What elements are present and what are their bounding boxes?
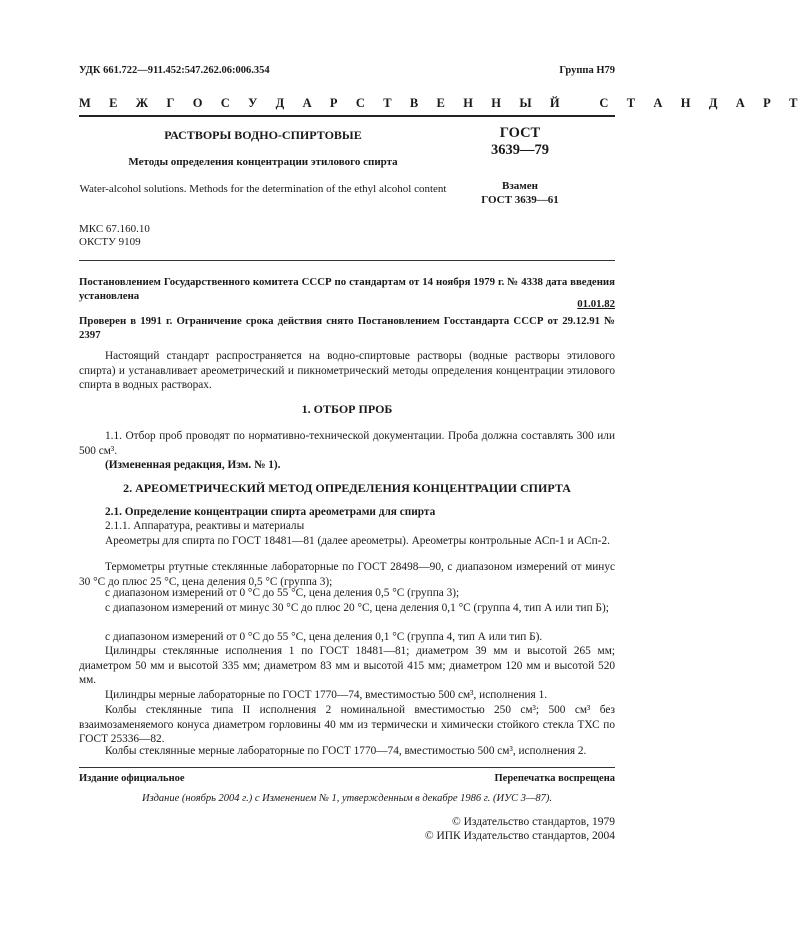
section-2-1: 2.1. Определение концентрации спирта ареометрами для спирта (105, 506, 436, 518)
gost-label: ГОСТ (499, 125, 541, 141)
copyright-1979: © Издательство стандартов, 1979 (451, 816, 615, 828)
edition-note: Издание (ноябрь 2004 г.) с Изменением № 1, утвержденным в декабре 1986 г. (ИУС 3—87). (142, 793, 552, 804)
gost-number (470, 125, 570, 158)
section-2-heading: 2. АРЕОМЕТРИЧЕСКИЙ МЕТОД ОПРЕДЕЛЕНИЯ КОНЦЕНТРАЦИИ СПИРТА (123, 481, 571, 495)
areometers-paragraph: Ареометры для спирта по ГОСТ 18481—81 (далее ареометры). Ареометры контрольные АСп-1 и АСп-2. (105, 535, 610, 547)
footer-rule (79, 767, 615, 768)
replaces-label: Взамен (502, 180, 538, 192)
measuring-cylinders-paragraph: Цилиндры мерные лабораторные по ГОСТ 1770—74, вместимостью 500 см³, исполнения 1. (105, 689, 548, 701)
udk-code: УДК 661.722—911.452:547.262.06:006.354 (79, 65, 270, 76)
decree-text: Постановлением Государственного комитета СССР по стандартам от 14 ноября 1979 г. № 4338 дата введения установлена (79, 276, 615, 303)
english-title: Water-alcohol solutions. Methods for the determination of the ethyl alcohol content (79, 183, 447, 195)
section-2-1-1: 2.1.1. Аппаратура, реактивы и материалы (105, 520, 305, 532)
thermometers-paragraph: Термометры ртутные стеклянные лабораторные по ГОСТ 28498—90, с диапазоном измерений от минус 30 °С до плюс 25 °С, цена деления 0,5 °С (группа 3); (79, 561, 615, 588)
flasks-paragraph: Колбы стеклянные типа II исполнения 2 номинальной вместимостью 250 см³; 500 см³ без взаимозаменяемого конуса диаметром горловины 40 мм из термически и химически стойкого стекла ТХС по ГОСТ 25336—82. (79, 704, 615, 746)
thermometers-range-3: с диапазоном измерений от минус 30 °С до плюс 20 °С, цена деления 0,1 °С (группа 4, тип А или тип Б); (105, 602, 609, 614)
official-edition-label: Издание официальное (79, 773, 185, 784)
gost-code: 3639—79 (491, 141, 549, 158)
section-1-1: 1.1. Отбор проб проводят по нормативно-технической документации. Проба должна составлять 300 или 500 см³. (79, 430, 615, 457)
thermometers-range-4: с диапазоном измерений от 0 °С до 55 °С, цена деления 0,1 °С (группа 4, тип А или тип Б). (105, 631, 543, 643)
effective-date: 01.01.82 (577, 298, 615, 310)
section-1-heading: 1. ОТБОР ПРОБ (301, 402, 393, 416)
interstate-standard-banner: М Е Ж Г О С У Д А Р С Т В Е Н Н Ы Й С Т А Н Д А Р Т (79, 96, 805, 110)
document-title: РАСТВОРЫ ВОДНО-СПИРТОВЫЕ (164, 128, 362, 142)
cylinders-paragraph: Цилиндры стеклянные исполнения 1 по ГОСТ 18481—81; диаметром 39 мм и высотой 265 мм; диаметром 50 мм и высотой 335 мм; диаметром 83 мм и высотой 415 мм; диаметром 120 мм и высотой 520 мм. (79, 645, 615, 687)
section-1-revision: (Измененная редакция, Изм. № 1). (105, 459, 281, 471)
group-code: Группа Н79 (559, 65, 615, 76)
document-subtitle: Методы определения концентрации этилового спирта (128, 156, 398, 168)
okstu-code: ОКСТУ 9109 (79, 236, 141, 248)
mks-code: МКС 67.160.10 (79, 223, 150, 235)
codes-rule (79, 260, 615, 261)
banner-rule (79, 115, 615, 117)
intro-paragraph: Настоящий стандарт распространяется на водно-спиртовые растворы (водные растворы этилового спирта) и устанавливает ареометрический и пикнометрический методы определения концентрации этилового спирта в водных растворах. (79, 350, 615, 392)
thermometers-range-2: с диапазоном измерений от 0 °С до 55 °С, цена деления 0,5 °С (группа 3); (105, 587, 460, 599)
reprint-prohibited-label: Перепечатка воспрещена (494, 773, 615, 784)
revision-note: Проверен в 1991 г. Ограничение срока действия снято Постановлением Госстандарта СССР от 29.12.91 № 2397 (79, 315, 615, 342)
copyright-2004: © ИПК Издательство стандартов, 2004 (424, 830, 615, 842)
replaces-value: ГОСТ 3639—61 (481, 194, 559, 206)
volumetric-flasks-paragraph: Колбы стеклянные мерные лабораторные по ГОСТ 1770—74, вместимостью 500 см³, исполнения 2. (105, 745, 587, 757)
